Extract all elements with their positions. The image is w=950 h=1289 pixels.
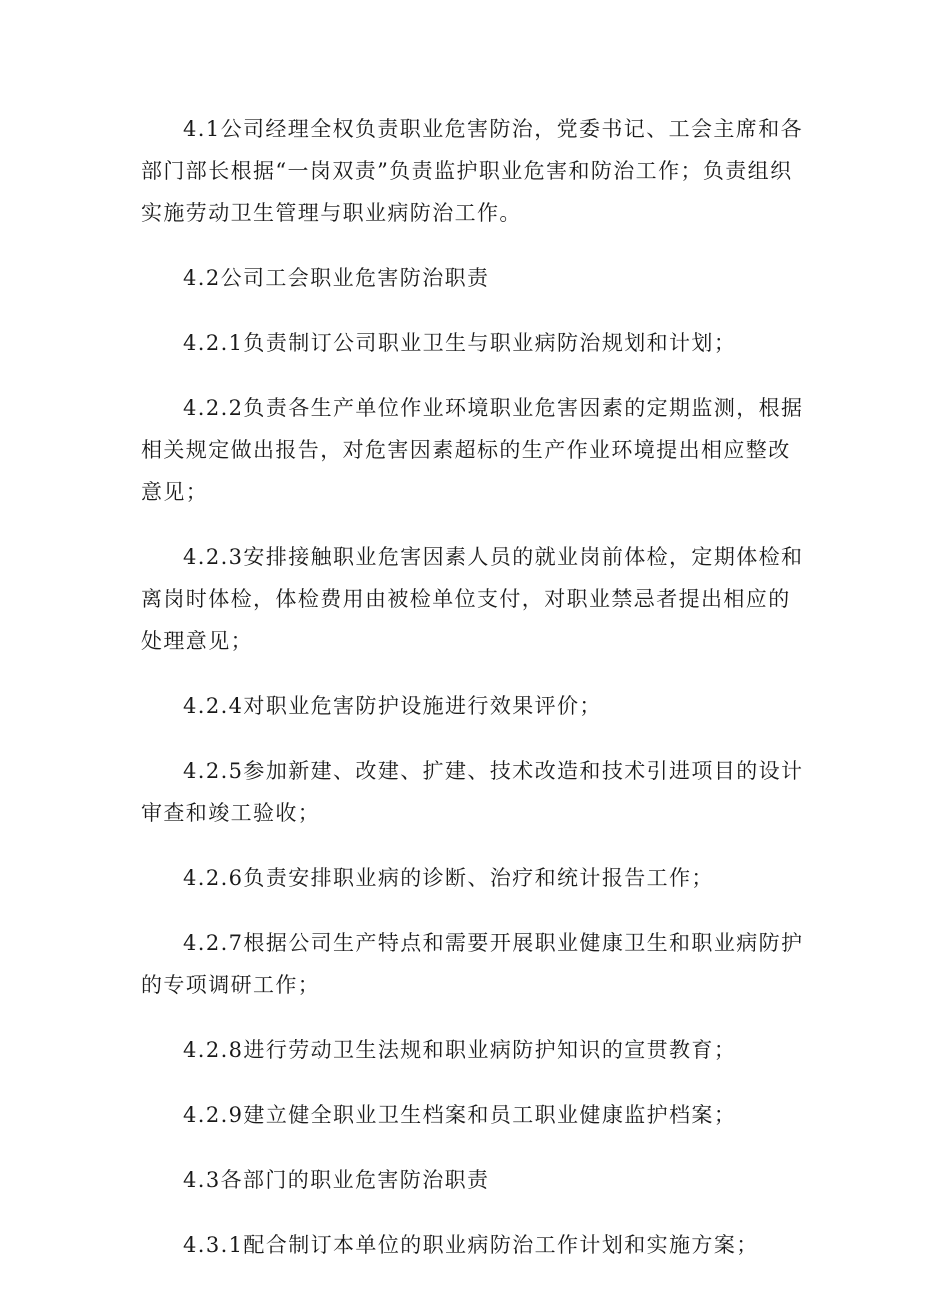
paragraph-4-2-6: 4.2.6负责安排职业病的诊断、治疗和统计报告工作；	[183, 866, 714, 890]
paragraph-4-2-5: 4.2.5参加新建、改建、扩建、技术改造和技术引进项目的设计审查和竣工验收；	[141, 759, 804, 825]
paragraph-4-2-4: 4.2.4对职业危害防护设施进行效果评价；	[183, 694, 602, 718]
heading-4-2: 4.2公司工会职业危害防治职责	[183, 266, 490, 290]
paragraph-4-2-9: 4.2.9建立健全职业卫生档案和员工职业健康监护档案；	[183, 1103, 737, 1127]
paragraph-4-2-7: 4.2.7根据公司生产特点和需要开展职业健康卫生和职业病防护的专项调研工作；	[141, 931, 804, 997]
paragraph-4-2-3: 4.2.3安排接触职业危害因素人员的就业岗前体检，定期体检和离岗时体检，体检费用由被检单位支付，对职业禁忌者提出相应的处理意见；	[141, 545, 804, 653]
document-body	[141, 108, 811, 1289]
paragraph-4-1: 4.1公司经理全权负责职业危害防治，党委书记、工会主席和各部门部长根据“一岗双责”负责监护职业危害和防治工作；负责组织实施劳动卫生管理与职业病防治工作。	[141, 117, 803, 225]
paragraph-4-3-1: 4.3.1配合制订本单位的职业病防治工作计划和实施方案；	[183, 1233, 759, 1257]
heading-4-3: 4.3各部门的职业危害防治职责	[183, 1168, 490, 1192]
paragraph-4-2-1: 4.2.1负责制订公司职业卫生与职业病防治规划和计划；	[183, 331, 737, 355]
paragraph-4-2-8: 4.2.8进行劳动卫生法规和职业病防护知识的宣贯教育；	[183, 1038, 737, 1062]
paragraph-4-2-2: 4.2.2负责各生产单位作业环境职业危害因素的定期监测，根据相关规定做出报告，对危害因素超标的生产作业环境提出相应整改意见；	[141, 396, 804, 504]
